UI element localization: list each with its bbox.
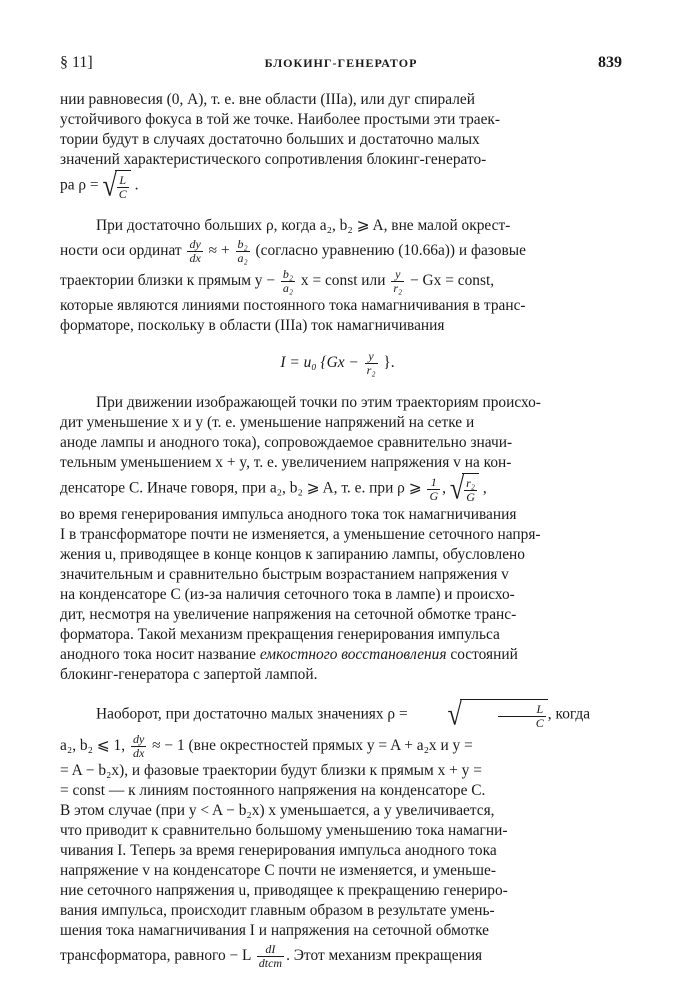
text-line: чивания I. Теперь за время генерирования импульса анодного тока [60, 842, 497, 859]
text-span: траектории близки к прямым y − [60, 272, 276, 289]
section-number: § 11] [60, 54, 93, 71]
text-span: (согласно уравнению (10.66a)) и фазовые [255, 242, 526, 259]
text-line [60, 699, 615, 731]
fraction-numerator: dy [189, 236, 201, 251]
derivative-fraction [257, 943, 284, 970]
text-span: , [482, 479, 487, 497]
fraction-denominator: C [118, 186, 127, 201]
derivative-fraction [187, 238, 202, 265]
fraction-denominator: dx [189, 250, 201, 265]
fraction-numerator: b₂ [237, 236, 248, 251]
text-span: , когда [547, 705, 591, 723]
text-line: форматоре, поскольку в области (IIIa) ток намагничивания [60, 317, 445, 334]
text-line [60, 645, 615, 665]
fraction-numerator: L [117, 174, 129, 188]
ratio-fraction [391, 268, 404, 295]
paragraph-4 [60, 699, 615, 971]
text-span: . Этот механизм прекращения [286, 947, 483, 964]
text-line: жения u, приводящее в конце концов к запиранию лампы, обусловлено [60, 546, 525, 563]
text-line: форматора. Такой механизм прекращения генерирования импульса [60, 626, 500, 643]
text-line: ние сеточного напряжения u, приводящее к прекращению генериро- [60, 882, 508, 899]
text-line: При достаточно больших ρ, когда a₂, b₂ ⩾ A, вне малой окрест- [96, 217, 511, 234]
paragraph-1 [60, 90, 615, 202]
formula-left: I = u₀ {Gx − [280, 354, 359, 372]
sqrt-symbol: √ [102, 168, 117, 203]
text-span: ности оси ординат [60, 242, 182, 259]
running-title: БЛОКИНГ-ГЕНЕРАТОР [264, 56, 418, 70]
fraction-numerator: r₂ [466, 475, 475, 490]
text-line: значительным и сравнительно быстрым возрастанием напряжения v [60, 566, 509, 583]
text-line [60, 731, 615, 761]
ratio-fraction [427, 476, 440, 503]
emphasized-term: емкостного восстановления [259, 646, 447, 663]
formula-right: }. [383, 354, 395, 372]
fraction-denominator: dx [132, 745, 145, 760]
fraction-numerator: y [365, 350, 378, 364]
text-line [60, 236, 615, 266]
fraction-numerator: b₂ [282, 266, 294, 281]
text-line: аноде лампы и анодного тока), сопровождаемое сравнительно значи- [60, 434, 513, 451]
text-line: вания импульса, происходит главным образом в результате умень- [60, 902, 495, 919]
rho-equation-suffix: . [134, 176, 139, 194]
derivative-fraction [131, 733, 146, 760]
ratio-fraction [365, 350, 378, 377]
text-span: анодного тока носит название [60, 646, 256, 663]
fraction-numerator: 1 [427, 476, 440, 490]
text-line: нии равновесия (0, A), т. е. вне области (IIIa), или дуг спиралей [60, 91, 475, 108]
text-line: тельным уменьшением x + y, т. е. увеличением напряжения v на кон- [60, 454, 512, 471]
text-span: a₂, b₂ ⩽ 1, [60, 737, 126, 754]
text-span: ≈ − 1 (вне окрестностей прямых y = A + a₂x и y = [152, 737, 473, 754]
text-span: денсаторе C. Иначе говоря, при a₂, b₂ ⩾ A, т. е. при ρ ⩾ [60, 479, 422, 497]
fraction-denominator: a₂ [237, 250, 248, 265]
sqrt-radicand [460, 699, 548, 731]
text-span: Наоборот, при достаточно малых значениях ρ = [96, 705, 408, 723]
page-body [60, 90, 615, 971]
text-span: состояний [450, 646, 518, 663]
text-line: В этом случае (при y < A − b₂x) x уменьшается, а y увеличивается, [60, 802, 495, 819]
fraction-denominator: r₂ [366, 363, 376, 377]
text-line [60, 170, 615, 202]
page-number: 839 [598, 54, 622, 71]
fraction-denominator: r₂ [393, 280, 403, 295]
fraction-numerator: y [391, 268, 404, 282]
fraction-numerator: L [498, 703, 546, 717]
text-line: шения тока намагничивания I и напряжения на сеточной обмотке [60, 922, 490, 939]
text-line [60, 941, 615, 971]
text-line [60, 473, 615, 505]
sqrt-radicand [115, 170, 131, 202]
fraction-denominator: C [535, 715, 544, 730]
text-span: трансформатора, равного − L [60, 947, 251, 964]
text-line: дит, несмотря на увеличение напряжения на сеточной обмотке транс- [60, 606, 517, 623]
sqrt-symbol: √ [449, 471, 465, 506]
text-line: I в трансформаторе почти не изменяется, а уменьшение сеточного напря- [60, 526, 541, 543]
text-line: на конденсаторе C (из-за наличия сеточного тока в лампе) и происхо- [60, 586, 515, 603]
text-line: что приводит к сравнительно большому уменьшению тока намагни- [60, 822, 508, 839]
text-line: напряжение v на конденсаторе C почти не изменяется, и уменьше- [60, 862, 496, 879]
text-line: = A − b₂x), и фазовые траектории будут близки к прямым x + y = [60, 762, 482, 779]
fraction-denominator: dtст [258, 955, 283, 970]
fraction-denominator: G [466, 489, 475, 504]
paragraph-3 [60, 393, 615, 685]
ratio-fraction [236, 238, 250, 265]
text-line: тории будут в случаях достаточно больших и достаточно малых [60, 131, 480, 148]
running-header [60, 52, 622, 74]
fraction-denominator: G [429, 488, 439, 503]
text-line: которые являются линиями постоянного тока намагничивания в транс- [60, 297, 526, 314]
text-span: x = const или [300, 272, 386, 289]
text-span: ≈ + [208, 242, 230, 259]
paragraph-2 [60, 216, 615, 377]
text-line: дит уменьшение x и y (т. е. уменьшение напряжений на сетке и [60, 414, 475, 431]
text-line: = const — к линиям постоянного напряжения на конденсаторе C. [60, 782, 486, 799]
sqrt-symbol: √ [447, 697, 462, 732]
fraction-numerator: dI [257, 943, 284, 957]
fraction-denominator: a₂ [282, 280, 294, 295]
text-line: устойчивого фокуса в той же точке. Наиболее простыми эти траек- [60, 111, 501, 128]
text-line: во время генерирования импульса анодного тока ток намагничивания [60, 506, 517, 523]
text-line: При движении изображающей точки по этим траекториям происхо- [96, 394, 541, 411]
ratio-fraction [281, 268, 295, 295]
magnetizing-current-formula [60, 350, 615, 377]
text-line: значений характеристического сопротивления блокинг-генерато- [60, 151, 487, 168]
fraction-numerator: dy [132, 731, 145, 746]
text-span: − Gx = const, [410, 272, 495, 289]
text-span: , [442, 479, 446, 497]
rho-equation-prefix: ра ρ = [60, 176, 99, 194]
sqrt-radicand [462, 473, 479, 505]
text-line: блокинг-генератора с запертой лампой. [60, 666, 318, 683]
text-line [60, 266, 615, 296]
